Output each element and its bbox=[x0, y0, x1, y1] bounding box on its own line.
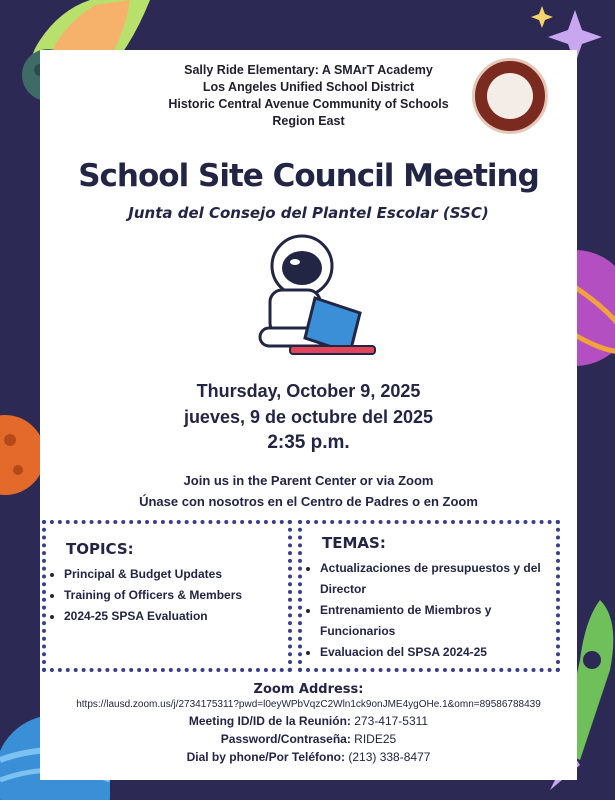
district-name: Los Angeles Unified School District bbox=[202, 80, 415, 94]
tema-item: • Evaluacion del SPSA 2024-25 bbox=[320, 642, 556, 663]
tema-item: • Actualizaciones de presupuestos y del Director bbox=[320, 558, 556, 600]
topic-item: • 2024-25 SPSA Evaluation bbox=[64, 608, 288, 625]
topics-box bbox=[42, 520, 292, 672]
meeting-id-label: Meeting ID/ID de la Reunión: bbox=[188, 714, 351, 728]
phone-line bbox=[40, 750, 577, 764]
temas-heading: TEMAS: bbox=[322, 534, 386, 552]
phone-label: Dial by phone/Por Teléfono: bbox=[186, 750, 346, 764]
zoom-heading: Zoom Address: bbox=[253, 682, 364, 697]
school-name: Sally Ride Elementary: A SMArT Academy bbox=[184, 63, 433, 77]
password-label: Password/Contraseña: bbox=[220, 732, 351, 746]
community-name: Historic Central Avenue Community of Schools bbox=[168, 97, 449, 111]
region-name: Region East bbox=[272, 114, 345, 128]
meeting-id-value: 273-417-5311 bbox=[354, 714, 429, 728]
temas-box bbox=[298, 520, 560, 672]
date-english: Thursday, October 9, 2025 bbox=[196, 381, 421, 401]
topic-item: • Training of Officers & Members bbox=[64, 587, 288, 604]
meeting-time: 2:35 p.m. bbox=[267, 432, 350, 453]
astronaut-laptop-illustration bbox=[240, 228, 380, 368]
topics-list bbox=[46, 566, 288, 625]
tema-item: • Entrenamiento de Miembros y Funcionarios bbox=[320, 600, 556, 642]
page-title: School Site Council Meeting bbox=[78, 158, 539, 194]
planet-left-illustration bbox=[0, 400, 45, 510]
date-spanish: jueves, 9 de octubre del 2025 bbox=[183, 407, 434, 427]
zoom-info bbox=[40, 682, 577, 764]
page-subtitle: Junta del Consejo del Plantel Escolar (SSC) bbox=[128, 204, 489, 222]
join-spanish: Únase con nosotros en el Centro de Padres o en Zoom bbox=[139, 494, 478, 509]
phone-value: (213) 338-8477 bbox=[348, 750, 431, 764]
join-info bbox=[40, 470, 577, 512]
topic-item: • Principal & Budget Updates bbox=[64, 566, 288, 583]
meeting-date bbox=[40, 378, 577, 430]
temas-list bbox=[302, 558, 556, 663]
password-line bbox=[40, 732, 577, 746]
password-value: RIDE25 bbox=[354, 732, 397, 746]
school-seal-logo bbox=[472, 58, 548, 134]
seal-astronaut-emblem bbox=[487, 73, 533, 119]
zoom-link[interactable]: https://lausd.zoom.us/j/2734175311?pwd=l0eyWPbVqzC2Wln1ck9onJME4ygOHe.1&omn=89586788439 bbox=[76, 699, 541, 710]
join-english: Join us in the Parent Center or via Zoom bbox=[183, 473, 434, 488]
topics-heading: TOPICS: bbox=[66, 540, 134, 558]
meeting-id-line bbox=[40, 714, 577, 728]
